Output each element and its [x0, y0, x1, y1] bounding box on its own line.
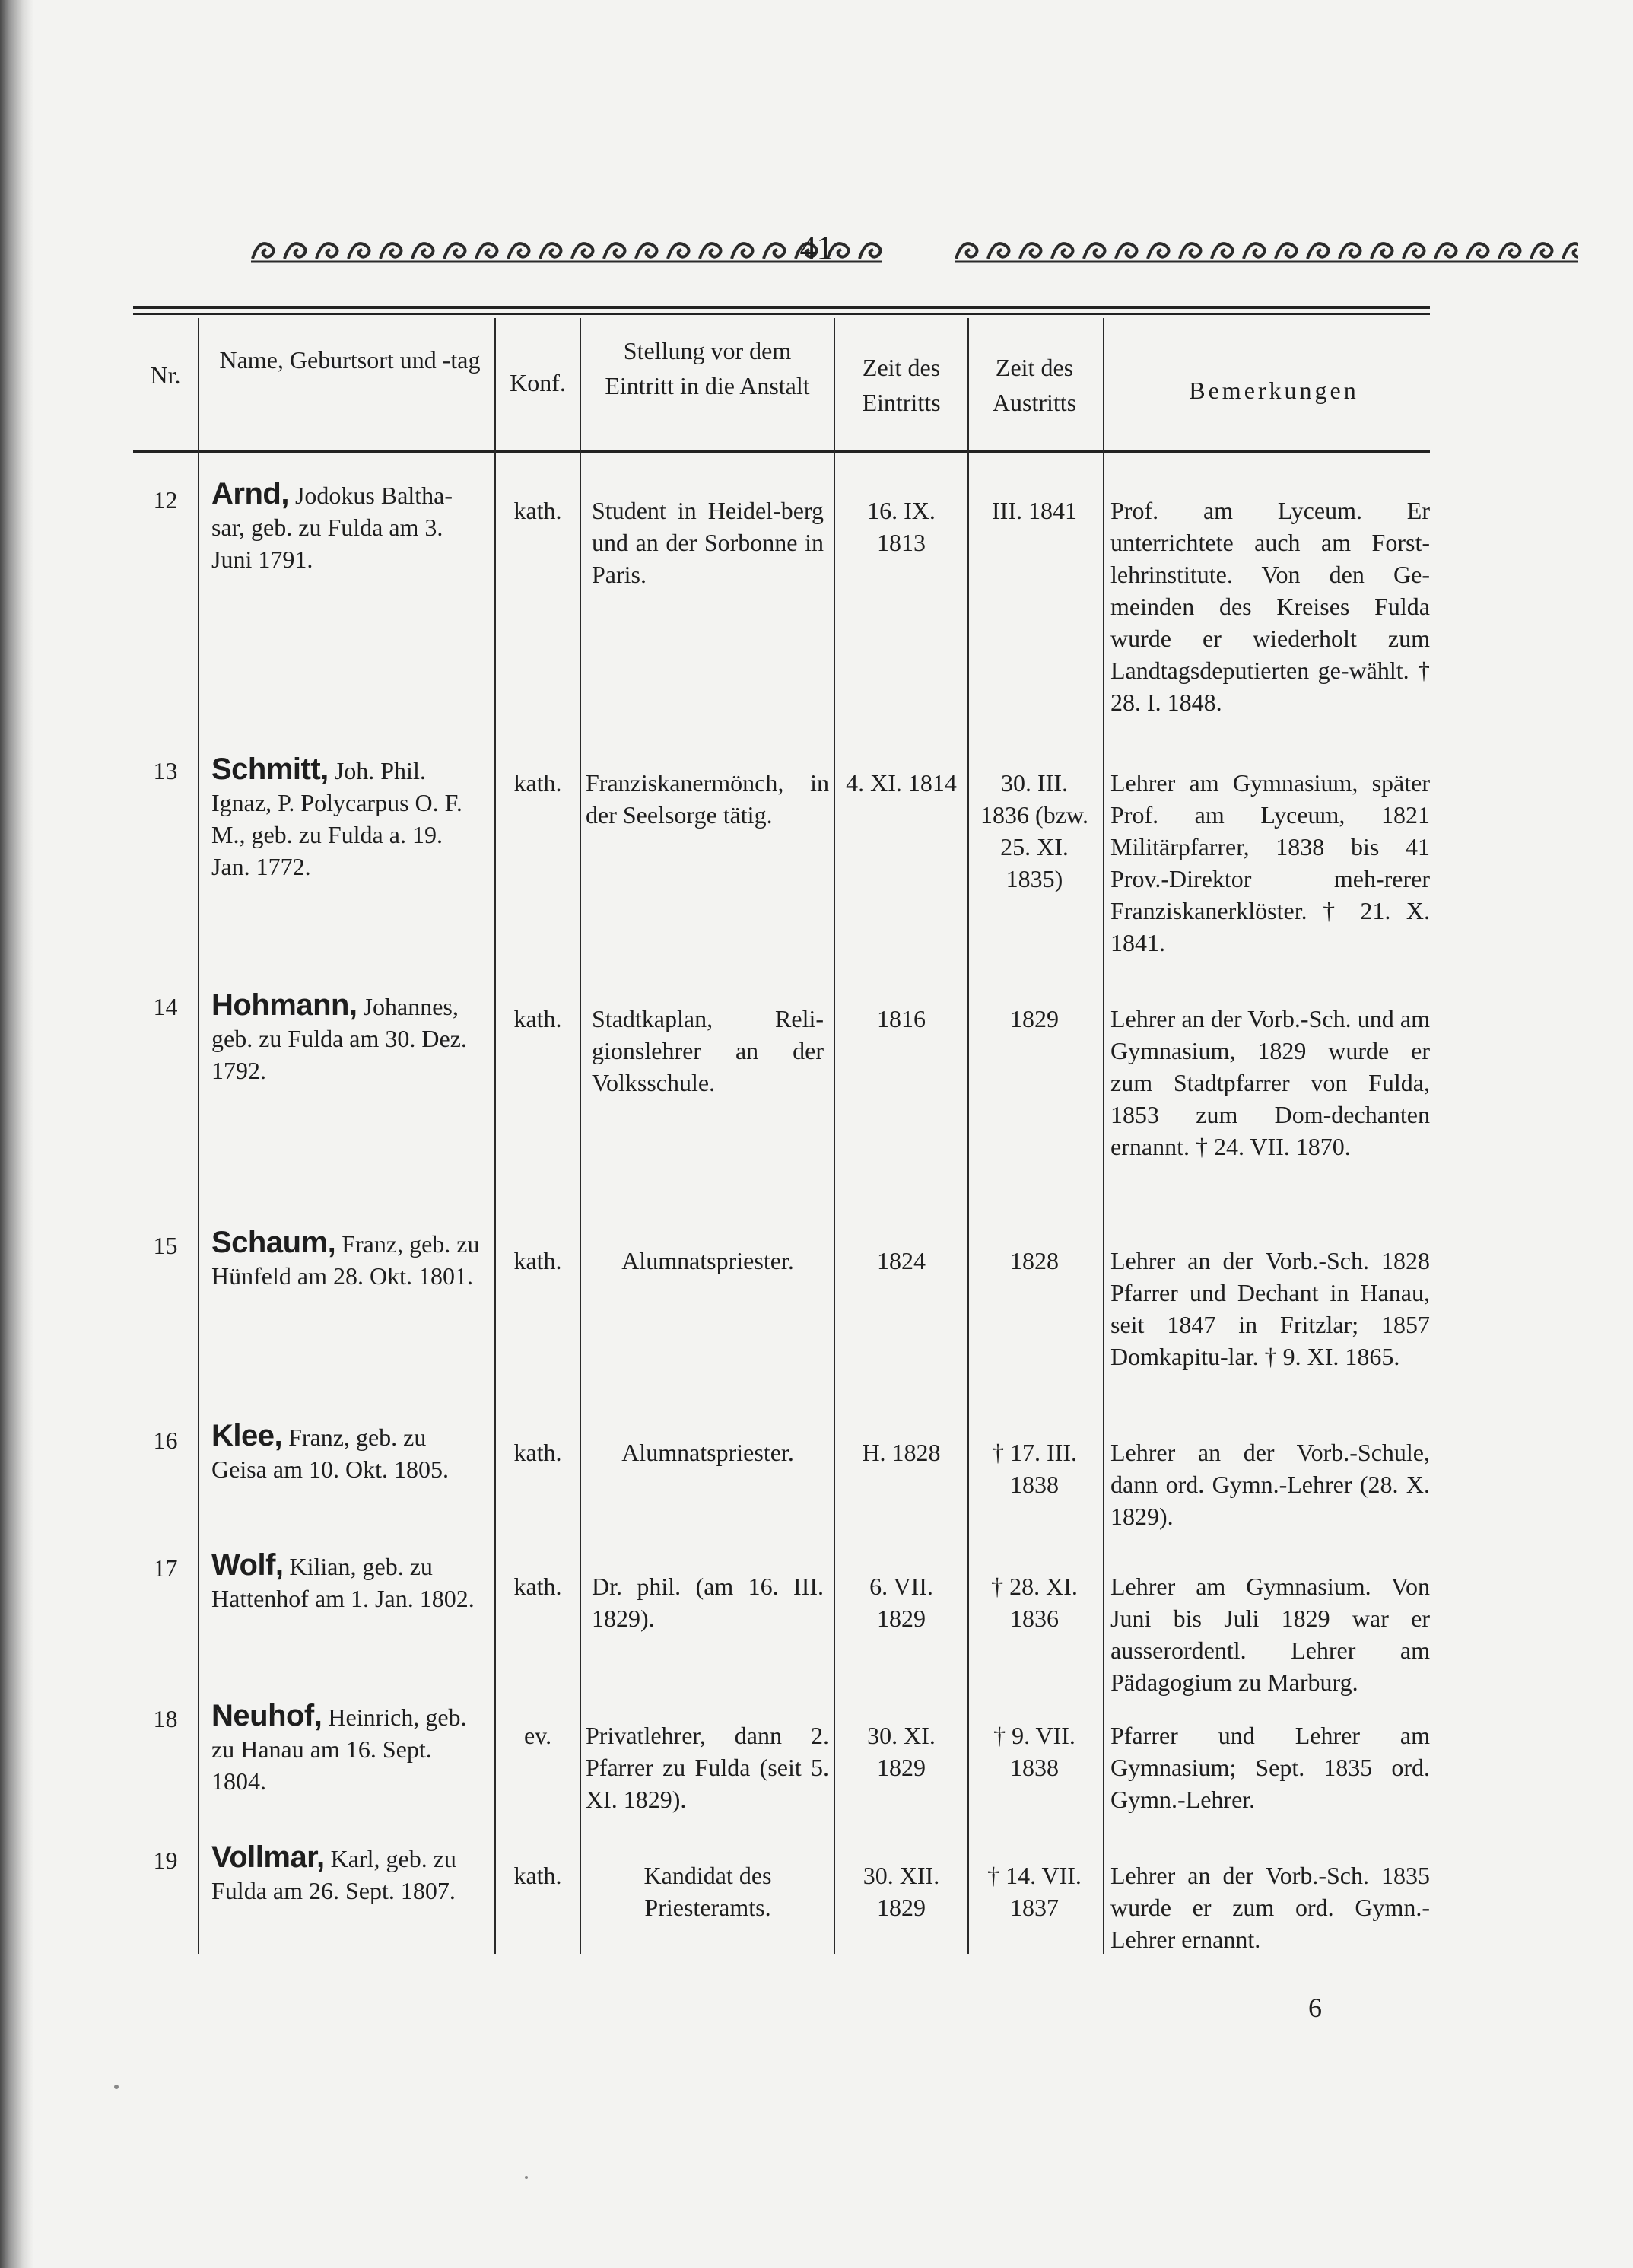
row-bemerkungen: Lehrer am Gymnasium, später Prof. am Lyceum, 1821 Militärpfarrer, 1838 bis 41 Prov.-Direktor meh-rerer Franziskanerklöster. † 21. X. 1841. — [1110, 769, 1430, 956]
column-divider — [494, 318, 496, 1954]
speck — [114, 2085, 119, 2089]
row-name — [211, 1841, 485, 1907]
row-nr: 17 — [153, 1554, 178, 1582]
row-austritt: † 14. VII. 1837 — [987, 1862, 1082, 1921]
row-eintritt: 1824 — [877, 1247, 926, 1274]
signature-number: 6 — [1308, 1993, 1322, 2023]
row-bemerkungen: Lehrer an der Vorb.-Sch. 1828 Pfarrer und Dechant in Hanau, seit 1847 in Fritzlar; 1857 Domkapitu-lar. † 9. XI. 1865. — [1110, 1247, 1430, 1370]
row-stellung: Alumnatspriester. — [621, 1247, 794, 1274]
row-stellung: Dr. phil. (am 16. III. 1829). — [592, 1573, 824, 1632]
speck — [525, 2176, 528, 2179]
row-name — [211, 1549, 485, 1614]
row-konf: kath. — [513, 1247, 562, 1274]
row-bemerkungen: Prof. am Lyceum. Er unterrichtete auch am Forst-lehrinstitute. Von den Ge-meinden des Kreises Fulda wurde er wiederholt zum Landtagsdeputierten ge-wählt. † 28. I. 1848. — [1110, 497, 1430, 716]
row-konf: kath. — [513, 497, 562, 524]
row-nr: 15 — [153, 1232, 178, 1259]
header-name: Name, Geburtsort und -tag — [219, 346, 481, 374]
header-nr: Nr. — [150, 361, 181, 389]
row-eintritt: 30. XI. 1829 — [867, 1722, 936, 1781]
row-bemerkungen: Lehrer an der Vorb.-Sch. und am Gymnasium, 1829 wurde er zum Stadtpfarrer von Fulda, 1853 zum Dom-dechanten ernannt. † 24. VII. 1870. — [1110, 1005, 1430, 1160]
row-konf: ev. — [523, 1722, 552, 1749]
row-nr: 16 — [153, 1427, 178, 1454]
row-lastname: Arnd, — [211, 477, 289, 511]
row-name-rest: Joh. Phil. Ignaz, P. Polycarpus O. F. M., geb. zu Fulda a. 19. Jan. 1772. — [211, 757, 462, 880]
row-stellung: Kandidat des Priesteramts. — [643, 1862, 772, 1921]
row-eintritt: 4. XI. 1814 — [846, 769, 957, 797]
row-bemerkungen: Lehrer an der Vorb.-Sch. 1835 wurde er zum ord. Gymn.-Lehrer ernannt. — [1110, 1862, 1430, 1953]
row-name — [211, 1700, 485, 1797]
row-austritt: 1828 — [1010, 1247, 1059, 1274]
row-stellung: Student in Heidel-berg und an der Sorbonne in Paris. — [592, 497, 824, 588]
row-lastname: Wolf, — [211, 1548, 284, 1582]
row-name — [211, 1226, 485, 1292]
page-number: 41 — [799, 229, 834, 266]
column-divider — [198, 318, 199, 1954]
header-konf: Konf. — [510, 369, 566, 396]
row-konf: kath. — [513, 1573, 562, 1600]
row-lastname: Vollmar, — [211, 1840, 325, 1874]
row-austritt: 1829 — [1010, 1005, 1059, 1032]
row-name-rest: Karl, geb. zu Fulda am 26. Sept. 1807. — [211, 1845, 456, 1904]
table-header-rule — [133, 450, 1430, 453]
row-name-rest: Jodokus Baltha-sar, geb. zu Fulda am 3. Juni 1791. — [211, 482, 453, 573]
book-spine-shadow — [0, 0, 33, 2268]
row-name — [211, 989, 485, 1086]
row-bemerkungen: Pfarrer und Lehrer am Gymnasium; Sept. 1835 ord. Gymn.-Lehrer. — [1110, 1722, 1430, 1813]
row-austritt: III. 1841 — [992, 497, 1077, 524]
row-nr: 19 — [153, 1847, 178, 1874]
row-eintritt: 1816 — [877, 1005, 926, 1032]
row-nr: 14 — [153, 993, 178, 1020]
row-eintritt: H. 1828 — [862, 1439, 941, 1466]
row-eintritt: 30. XII. 1829 — [863, 1862, 940, 1921]
header-bemerkungen: Bemerkungen — [1189, 377, 1359, 404]
row-nr: 13 — [153, 757, 178, 784]
row-name-rest: Franz, geb. zu Geisa am 10. Okt. 1805. — [211, 1423, 449, 1483]
row-name-rest: Heinrich, geb. zu Hanau am 16. Sept. 1804. — [211, 1703, 467, 1795]
table-top-rule — [133, 306, 1430, 309]
row-bemerkungen: Lehrer an der Vorb.-Schule, dann ord. Gymn.-Lehrer (28. X. 1829). — [1110, 1439, 1430, 1530]
row-lastname: Schaum, — [211, 1226, 336, 1259]
column-divider — [967, 318, 969, 1954]
row-lastname: Neuhof, — [211, 1699, 322, 1732]
row-name-rest: Franz, geb. zu Hünfeld am 28. Okt. 1801. — [211, 1230, 480, 1290]
column-divider — [580, 318, 581, 1954]
row-konf: kath. — [513, 1862, 562, 1889]
row-austritt: † 17. III. 1838 — [992, 1439, 1077, 1498]
row-austritt: † 28. XI. 1836 — [991, 1573, 1078, 1632]
row-eintritt: 6. VII. 1829 — [869, 1573, 933, 1632]
column-divider — [834, 318, 835, 1954]
column-divider — [1103, 318, 1104, 1954]
row-name-rest: Johannes, geb. zu Fulda am 30. Dez. 1792. — [211, 993, 467, 1084]
row-konf: kath. — [513, 769, 562, 797]
row-stellung: Stadtkaplan, Reli-gionslehrer an der Volksschule. — [592, 1005, 824, 1096]
row-name — [211, 1420, 485, 1485]
row-nr: 12 — [153, 486, 178, 514]
row-nr: 18 — [153, 1705, 178, 1732]
table-top-rule-thin — [133, 313, 1430, 315]
row-name — [211, 753, 485, 883]
row-stellung: Alumnatspriester. — [621, 1439, 794, 1466]
row-stellung: Franziskanermönch, in der Seelsorge tätig. — [586, 769, 829, 829]
row-lastname: Hohmann, — [211, 988, 357, 1022]
row-lastname: Klee, — [211, 1419, 283, 1452]
row-lastname: Schmitt, — [211, 752, 329, 786]
row-stellung: Privatlehrer, dann 2. Pfarrer zu Fulda (seit 5. XI. 1829). — [586, 1722, 829, 1813]
header-eintritt: Zeit des Eintritts — [862, 354, 941, 416]
header-austritt: Zeit des Austritts — [992, 354, 1077, 416]
row-name-rest: Kilian, geb. zu Hattenhof am 1. Jan. 1802. — [211, 1553, 475, 1612]
row-austritt: † 9. VII. 1838 — [993, 1722, 1075, 1781]
row-konf: kath. — [513, 1439, 562, 1466]
row-eintritt: 16. IX. 1813 — [867, 497, 936, 556]
header-stellung: Stellung vor dem Eintritt in die Anstalt — [605, 337, 810, 399]
row-konf: kath. — [513, 1005, 562, 1032]
row-name — [211, 478, 485, 575]
row-austritt: 30. III. 1836 (bzw. 25. XI. 1835) — [980, 769, 1088, 892]
row-bemerkungen: Lehrer am Gymnasium. Von Juni bis Juli 1829 war er ausserordentl. Lehrer am Pädagogium zu Marburg. — [1110, 1573, 1430, 1696]
